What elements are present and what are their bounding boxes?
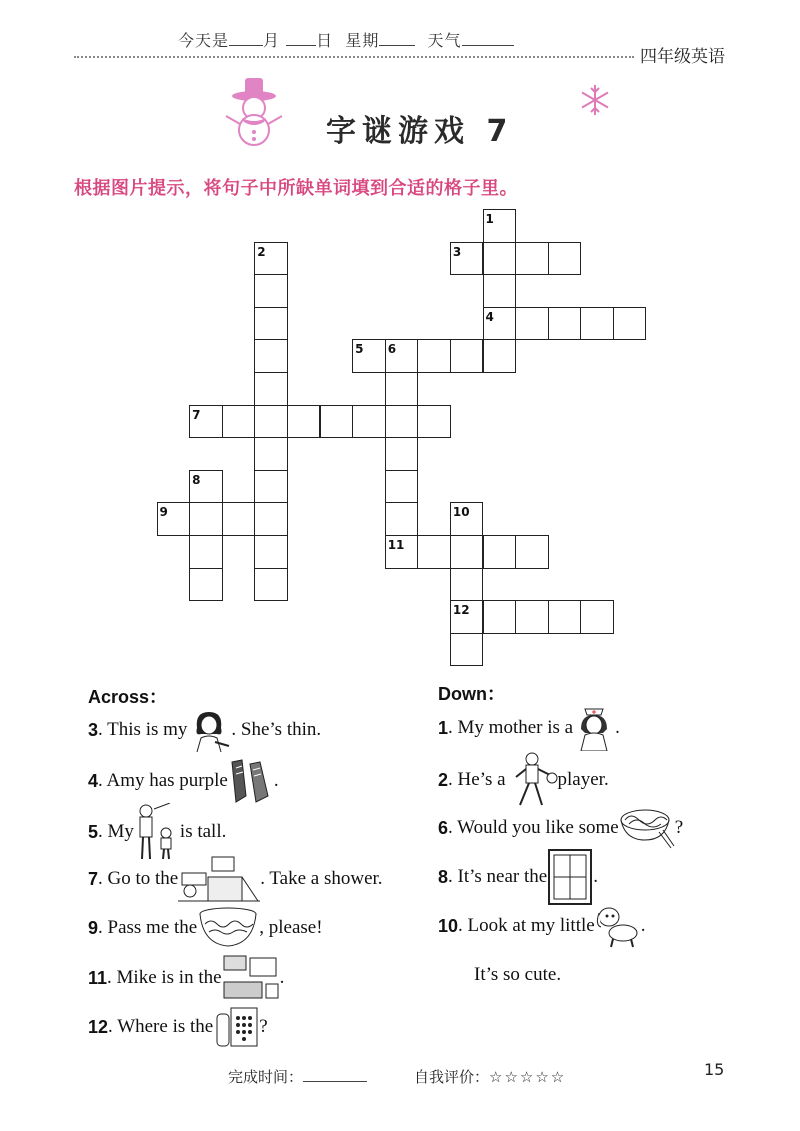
- clue-text: .: [615, 717, 620, 738]
- across-colon: ：: [149, 687, 168, 707]
- bowl-icon: [197, 906, 259, 950]
- clue-number: 2: [438, 769, 449, 790]
- time-label: 完成时间：: [228, 1068, 304, 1086]
- clue-number: 3: [88, 719, 99, 740]
- clue-text: .: [279, 967, 285, 988]
- clue-number-2: 2: [257, 244, 266, 259]
- clue-text: . Mike is in the: [107, 967, 222, 988]
- clue-number-5: 5: [355, 342, 364, 357]
- living-room-icon: [222, 954, 280, 1002]
- clue-number: 4: [88, 770, 99, 791]
- crossword-cell[interactable]: [483, 274, 517, 308]
- weekday-label: 星期: [345, 31, 380, 50]
- crossword-cell[interactable]: [548, 600, 582, 634]
- weather-label: 天气: [427, 31, 462, 50]
- clue-number-4: 4: [485, 309, 494, 324]
- crossword-cell[interactable]: [385, 502, 419, 536]
- clue-text: .: [640, 915, 646, 936]
- crossword-cell[interactable]: [515, 307, 549, 341]
- today-label: 今天是: [178, 31, 230, 50]
- basketball-player-icon: [506, 751, 558, 809]
- crossword-cell[interactable]: [189, 568, 223, 602]
- crossword-cell[interactable]: [385, 470, 419, 504]
- clue-text: . Amy has purple: [98, 770, 228, 791]
- across-heading: [88, 683, 167, 709]
- down-heading: [438, 680, 505, 706]
- clue-text: .: [593, 866, 598, 887]
- crossword-cell[interactable]: [254, 372, 288, 406]
- clue-number: 6: [438, 817, 449, 838]
- clue-number-10: 10: [452, 505, 470, 520]
- page-title: 字谜游戏 7: [326, 114, 514, 149]
- crossword-cell[interactable]: [515, 242, 549, 276]
- tall-man-and-boy-icon: [134, 803, 180, 861]
- nurse-icon: [573, 705, 615, 751]
- down-colon: ：: [487, 684, 505, 704]
- clue-text: . Go to the: [98, 868, 179, 889]
- clue-text: , please!: [259, 917, 323, 938]
- month-label: 月: [263, 31, 281, 50]
- time-field: [228, 1066, 367, 1087]
- crossword-cell[interactable]: [450, 633, 484, 667]
- clue-number: 8: [438, 866, 449, 887]
- clue-number: 1: [438, 717, 449, 738]
- clue-text: .: [273, 770, 279, 791]
- down-heading-text: Down: [438, 684, 487, 704]
- clue-number: 9: [88, 917, 99, 938]
- across-clue-7: [88, 854, 383, 904]
- across-clue-12: [88, 1004, 268, 1050]
- clue-text: . My: [98, 821, 134, 842]
- clue-text: . Pass me the: [98, 917, 198, 938]
- phone-icon: [213, 1004, 259, 1050]
- across-clue-3: [88, 710, 321, 750]
- bathroom-icon: [178, 855, 260, 903]
- crossword-cell[interactable]: [385, 372, 419, 406]
- clue-number: 5: [88, 821, 99, 842]
- clue-text: . Would you like some: [448, 817, 619, 838]
- crossword-cell[interactable]: [254, 470, 288, 504]
- crossword-cell[interactable]: [450, 339, 484, 373]
- clue-text: . She’s thin.: [231, 719, 322, 740]
- clue-text: . It’s near the: [448, 866, 548, 887]
- clue-text: It’s so cute.: [474, 964, 562, 985]
- crossword-cell[interactable]: [417, 405, 451, 439]
- crossword-cell[interactable]: [417, 535, 451, 569]
- clue-number-7: 7: [192, 407, 201, 422]
- crossword-cell[interactable]: [352, 405, 386, 439]
- crossword-cell[interactable]: [515, 600, 549, 634]
- clue-number-11: 11: [387, 538, 405, 552]
- instruction-text: 根据图片提示，将句子中所缺单词填到合适的格子里。: [74, 178, 518, 199]
- clue-text: is tall.: [179, 821, 227, 842]
- day-label: 日: [316, 31, 334, 50]
- clue-text: . Take a shower.: [260, 868, 383, 889]
- clue-text: . He’s a: [448, 769, 506, 790]
- clue-number-6: 6: [387, 342, 397, 357]
- crossword-cell[interactable]: [189, 502, 223, 536]
- across-clue-9: [88, 905, 323, 951]
- self-eval-label: 自我评价：: [414, 1068, 490, 1086]
- crossword-cell[interactable]: [450, 568, 484, 602]
- crossword-cell[interactable]: [450, 535, 484, 569]
- crossword-cell[interactable]: [548, 307, 582, 341]
- crossword-cell[interactable]: [385, 437, 419, 471]
- clue-number: 10: [438, 915, 459, 936]
- crossword-cell[interactable]: [287, 405, 321, 439]
- crossword-cell[interactable]: [254, 502, 288, 536]
- clue-text: player.: [557, 769, 609, 790]
- clue-number: 12: [88, 1016, 109, 1037]
- crossword-cell[interactable]: [320, 405, 354, 439]
- across-clue-4: [88, 758, 279, 804]
- clue-text: ?: [674, 817, 684, 838]
- crossword-cell[interactable]: [483, 339, 517, 373]
- down-clue-2: [438, 752, 609, 808]
- crossword-cell[interactable]: [254, 339, 288, 373]
- across-clue-5: [88, 808, 226, 856]
- clue-text: . Look at my little: [458, 915, 595, 936]
- crossword-cell[interactable]: [483, 242, 517, 276]
- crossword-cell[interactable]: [254, 274, 288, 308]
- clue-number-3: 3: [452, 244, 462, 259]
- down-clue-8: [438, 848, 598, 906]
- clue-text: ?: [259, 1016, 268, 1037]
- sneakers-icon: [228, 756, 274, 806]
- crossword-cell[interactable]: [580, 600, 614, 634]
- crossword-cell[interactable]: [483, 600, 517, 634]
- down-clue-10-extra: [474, 962, 561, 988]
- crossword-cell[interactable]: [254, 568, 288, 602]
- clue-number-1: 1: [485, 212, 494, 226]
- clue-number: 11: [88, 967, 108, 988]
- clue-number: 7: [88, 868, 99, 889]
- page-number: 15: [704, 1060, 725, 1079]
- time-blank[interactable]: [303, 1067, 367, 1082]
- crossword-cell[interactable]: [254, 535, 288, 569]
- crossword-cell[interactable]: [580, 307, 614, 341]
- across-heading-text: Across: [88, 687, 150, 707]
- thin-woman-icon: [187, 708, 231, 752]
- crossword-cell[interactable]: [385, 405, 419, 439]
- crossword-cell[interactable]: [483, 535, 517, 569]
- window-icon: [547, 848, 593, 906]
- crossword-cell[interactable]: [548, 242, 582, 276]
- crossword-cell[interactable]: [613, 307, 647, 341]
- crossword-cell[interactable]: [222, 502, 256, 536]
- grade-label: 四年级英语: [640, 47, 725, 67]
- across-clue-11: [88, 954, 284, 1002]
- clue-number-9: 9: [159, 505, 168, 520]
- clue-number-8: 8: [192, 472, 201, 487]
- puppy-icon: [595, 903, 641, 949]
- crossword-cell[interactable]: [189, 535, 223, 569]
- clue-text: . This is my: [98, 719, 188, 740]
- crossword-cell[interactable]: [515, 535, 549, 569]
- down-clue-10: [438, 902, 645, 950]
- crossword-cell[interactable]: [222, 405, 256, 439]
- crossword-cell[interactable]: [254, 405, 288, 439]
- crossword-cell[interactable]: [254, 437, 288, 471]
- clue-text: . Where is the: [108, 1016, 214, 1037]
- crossword-cell[interactable]: [417, 339, 451, 373]
- noodles-icon: [619, 806, 675, 850]
- self-eval: [414, 1066, 566, 1087]
- crossword-cell[interactable]: [254, 307, 288, 341]
- clue-text: . My mother is a: [448, 717, 574, 738]
- star-rating[interactable]: ☆☆☆☆☆: [489, 1068, 567, 1086]
- down-clue-6: [438, 805, 683, 851]
- down-clue-1: [438, 704, 620, 752]
- clue-number-12: 12: [452, 603, 470, 618]
